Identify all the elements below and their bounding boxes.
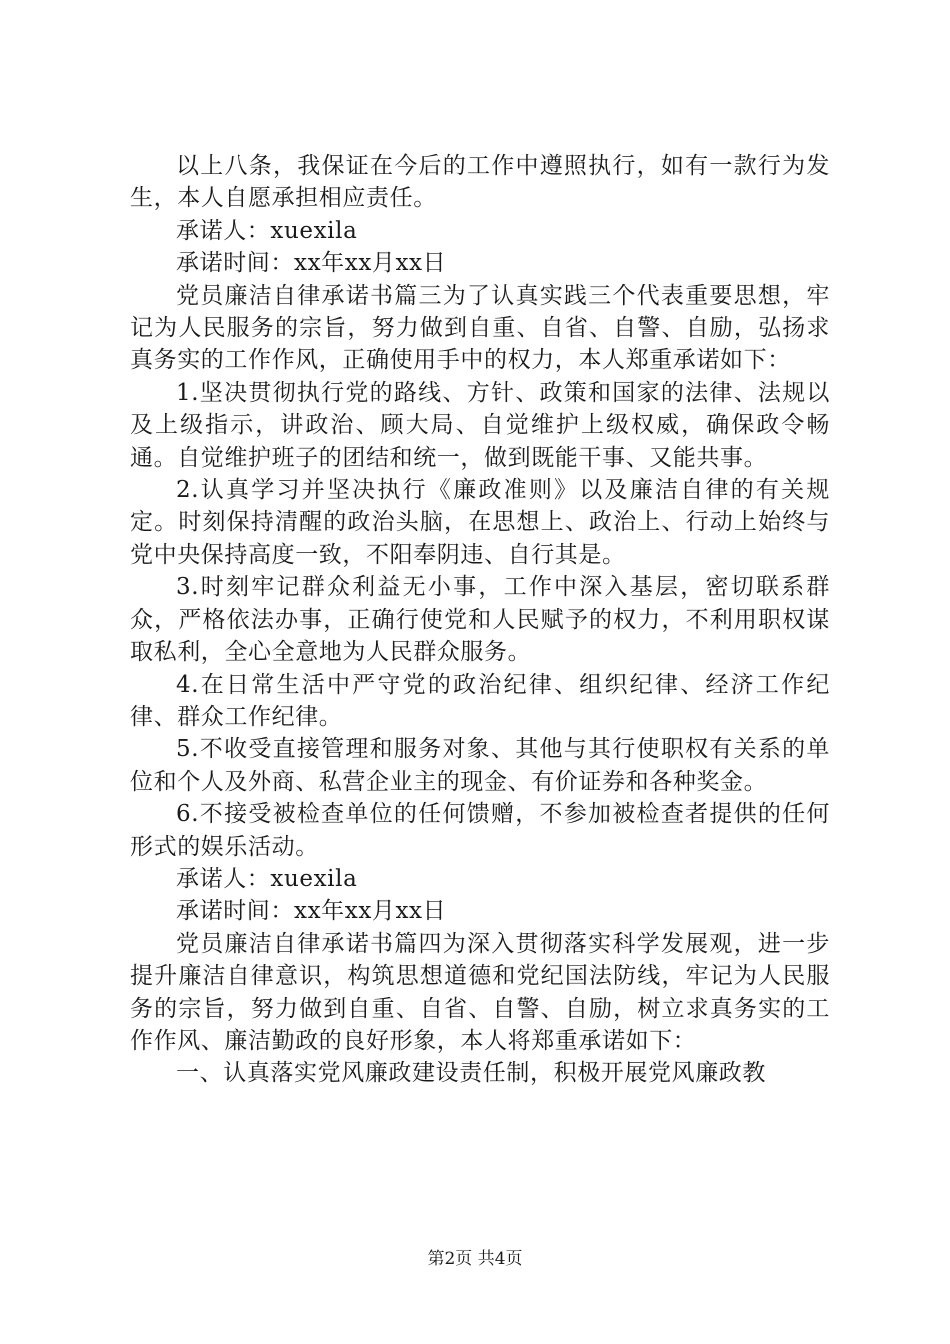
page-number-footer: 第2页 共4页 bbox=[427, 1249, 523, 1269]
list-item: 3.时刻牢记群众利益无小事，工作中深入基层，密切联系群众，严格依法办事，正确行使党和人民赋予的权力，不利用职权谋取私利，全心全意地为人民群众服务。 bbox=[130, 574, 830, 666]
list-item: 5.不收受直接管理和服务对象、其他与其行使职权有关系的单位和个人及外商、私营企业主的现金、有价证券和各种奖金。 bbox=[130, 736, 830, 795]
signer-line: 承诺人：xuexila bbox=[176, 865, 358, 892]
document-body bbox=[130, 150, 830, 1090]
list-item: 6.不接受被检查单位的任何馈赠，不参加被检查者提供的任何形式的娱乐活动。 bbox=[130, 801, 830, 860]
paragraph: 党员廉洁自律承诺书篇四为深入贯彻落实科学发展观，进一步提升廉洁自律意识，构筑思想道德和党纪国法防线，牢记为人民服务的宗旨，努力做到自重、自省、自警、自励，树立求真务实的工作作风、廉洁勤政的良好形象，本人将郑重承诺如下： bbox=[130, 930, 830, 1054]
paragraph: 以上八条，我保证在今后的工作中遵照执行，如有一款行为发生，本人自愿承担相应责任。 bbox=[130, 153, 830, 212]
signer-line: 承诺人：xuexila bbox=[176, 217, 358, 244]
list-item: 2.认真学习并坚决执行《廉政准则》以及廉洁自律的有关规定。时刻保持清醒的政治头脑，在思想上、政治上、行动上始终与党中央保持高度一致，不阳奉阴违、自行其是。 bbox=[130, 477, 830, 568]
paragraph: 一、认真落实党风廉政建设责任制，积极开展党风廉政教 bbox=[176, 1060, 766, 1087]
paragraph: 党员廉洁自律承诺书篇三为了认真实践三个代表重要思想，牢记为人民服务的宗旨，努力做到自重、自省、自警、自励，弘扬求真务实的工作作风，正确使用手中的权力，本人郑重承诺如下： bbox=[130, 282, 830, 374]
list-item: 1.坚决贯彻执行党的路线、方针、政策和国家的法律、法规以及上级指示，讲政治、顾大局、自觉维护上级权威，确保政令畅通。自觉维护班子的团结和统一，做到既能干事、又能共事。 bbox=[130, 379, 830, 471]
list-item: 4.在日常生活中严守党的政治纪律、组织纪律、经济工作纪律、群众工作纪律。 bbox=[130, 671, 830, 730]
date-line: 承诺时间：xx年xx月xx日 bbox=[176, 250, 447, 277]
date-line: 承诺时间：xx年xx月xx日 bbox=[176, 898, 447, 925]
